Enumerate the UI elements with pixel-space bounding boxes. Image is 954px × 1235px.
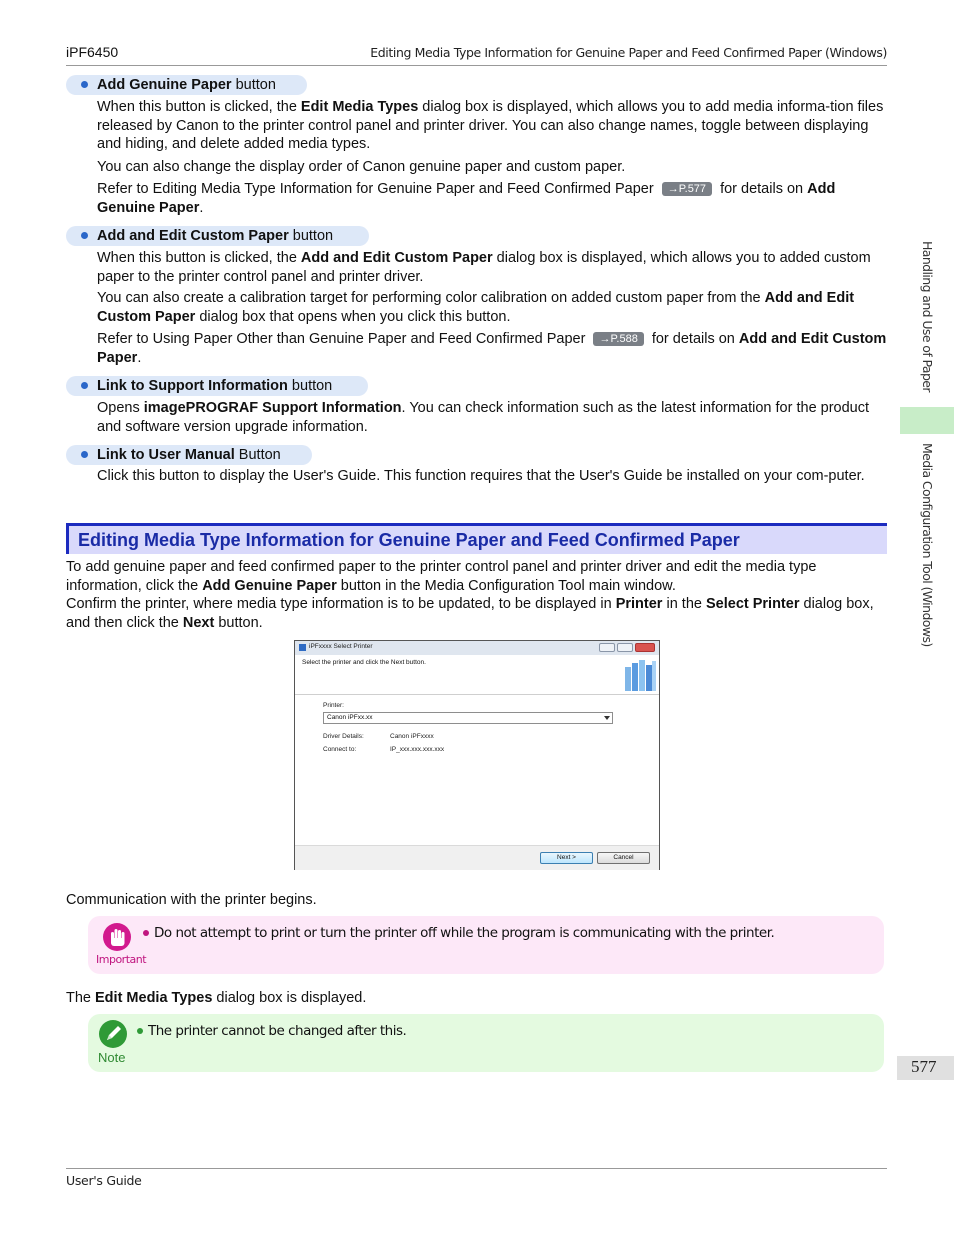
paragraph	[97, 180, 887, 217]
bold-term: Select Printer	[705, 596, 800, 612]
bold-term: Add Genuine Paper	[202, 577, 337, 594]
dialog-footer	[295, 845, 659, 870]
text: Refer to Editing Media Type Information for Genuine Paper and Feed Confirmed Paper	[97, 181, 658, 197]
bullet-icon	[81, 451, 88, 458]
connect-to-value: IP_xxx.xxx.xxx.xxx	[390, 746, 445, 753]
text: Refer to Using Paper Other than Genuine Paper and Feed Confirmed Paper	[97, 331, 590, 347]
paragraph: You can also change the display order of Canon genuine paper and custom paper.	[97, 159, 626, 175]
books-icon	[623, 657, 657, 693]
text: for details on	[647, 331, 739, 347]
note-callout	[88, 1014, 884, 1072]
bold-term: Add and Edit Custom Paper	[97, 290, 855, 325]
printer-select[interactable]	[323, 712, 613, 724]
connect-to-label: Connect to:	[323, 746, 357, 753]
item-label: Link to Support Information	[97, 378, 288, 394]
text: button.	[214, 614, 263, 631]
text: To add genuine paper and feed confirmed paper to the printer control panel and printer driver and edit the media type information, click the	[66, 559, 817, 594]
cancel-button[interactable]: Cancel	[597, 852, 650, 864]
paragraph	[97, 98, 887, 154]
text: When this button is clicked, the	[97, 250, 301, 266]
paragraph	[97, 330, 887, 367]
text: .	[199, 199, 204, 216]
important-text	[154, 925, 774, 941]
item-heading-add-edit-custom-paper	[66, 226, 369, 246]
paragraph	[97, 249, 887, 286]
text: dialog box that opens when you click this button.	[195, 308, 511, 325]
bullet-icon	[81, 81, 88, 88]
hand-stop-icon	[103, 923, 131, 951]
text: You can also create a calibration target for performing color calibration on added custom paper from the	[97, 290, 765, 306]
chevron-down-icon	[604, 716, 610, 720]
text: dialog box is displayed, which allows you to add media informa-tion files released by Canon to the printer control panel and printer driver. You can also change names, toggle between displaying and hiding, and delete added media types.	[97, 99, 884, 152]
pencil-icon	[99, 1020, 127, 1048]
bold-term: Add and Edit Custom Paper	[97, 331, 887, 366]
note-message: The printer cannot be changed after this.	[148, 1023, 407, 1039]
item-label: Add Genuine Paper	[97, 77, 232, 93]
note-label: Note	[98, 1050, 126, 1065]
item-heading-support-information	[66, 376, 368, 396]
section-heading	[66, 523, 887, 554]
text: When this button is clicked, the	[97, 99, 301, 115]
driver-details-value: Canon iPFxxxx	[390, 733, 434, 740]
item-label-suffix: button	[288, 228, 334, 244]
item-label: Link to User Manual	[97, 447, 235, 463]
page-number-box	[897, 1056, 954, 1080]
text: in the	[662, 596, 706, 612]
maximize-icon[interactable]	[617, 643, 633, 652]
driver-details-label: Driver Details:	[323, 733, 364, 740]
dialog-title: iPFxxxx Select Printer	[309, 643, 373, 650]
dialog-message: Select the printer and click the Next button.	[302, 659, 426, 666]
bullet-icon	[81, 382, 88, 389]
side-tab-marker	[900, 407, 954, 434]
text: The	[66, 990, 96, 1006]
text: dialog box is displayed, which allows you to added custom paper to the printer control panel and printer driver.	[97, 250, 871, 285]
paragraph	[66, 989, 887, 1008]
paragraph	[97, 399, 887, 436]
printer-select-value: Canon iPFxx.xx	[327, 714, 373, 721]
bullet-icon	[137, 1028, 143, 1034]
bold-term: Add and Edit Custom Paper	[300, 250, 493, 266]
paragraph: Communication with the printer begins.	[66, 892, 317, 908]
app-icon	[299, 644, 306, 651]
side-tab-media-configuration[interactable]	[921, 443, 935, 663]
header-title: Editing Media Type Information for Genuine Paper and Feed Confirmed Paper (Windows)	[370, 45, 887, 60]
side-tab-label: Handling and Use of Paper	[920, 241, 935, 392]
bold-term: Edit Media Types	[300, 99, 419, 115]
bold-term: Printer	[615, 596, 663, 612]
bullet-icon	[81, 232, 88, 239]
note-text	[148, 1023, 406, 1039]
bold-term: Add Genuine Paper	[97, 181, 836, 216]
next-button[interactable]: Next >	[540, 852, 593, 864]
bold-term: Next	[182, 614, 215, 631]
page-reference-link[interactable]: →P.588	[593, 332, 643, 346]
item-label: Add and Edit Custom Paper	[97, 228, 289, 244]
important-callout	[88, 916, 884, 974]
item-label-suffix: button	[231, 77, 276, 93]
footer-text: User's Guide	[66, 1173, 142, 1188]
minimize-icon[interactable]	[599, 643, 615, 652]
bold-term: imagePROGRAF Support Information	[143, 400, 402, 416]
important-message: Do not attempt to print or turn the printer off while the program is communicating with the printer.	[154, 925, 775, 941]
paragraph	[66, 595, 887, 632]
text: Confirm the printer, where media type information is to be updated, to be displayed in	[66, 596, 616, 612]
section-title: Editing Media Type Information for Genuine Paper and Feed Confirmed Paper	[78, 530, 740, 550]
item-heading-user-manual	[66, 445, 312, 465]
header-divider	[66, 65, 887, 66]
item-label-suffix: Button	[234, 447, 281, 463]
dialog-banner	[295, 655, 659, 695]
item-label-suffix: button	[287, 378, 333, 394]
side-tab-label: Media Configuration Tool (Windows)	[920, 443, 935, 647]
page-reference-link[interactable]: →P.577	[662, 182, 712, 196]
text: button in the Media Configuration Tool main window.	[336, 577, 676, 594]
text: dialog box is displayed.	[212, 990, 367, 1006]
side-tab-handling-paper[interactable]	[921, 241, 935, 399]
item-heading-add-genuine-paper	[66, 75, 307, 95]
paragraph	[97, 289, 887, 326]
printer-label: Printer:	[323, 702, 344, 709]
text: dialog box, and then click the	[66, 596, 874, 631]
text: for details on	[716, 181, 808, 197]
important-label: Important	[96, 953, 147, 966]
paragraph: Click this button to display the User's Guide. This function requires that the User's Guide be installed on your com-puter.	[97, 468, 865, 484]
footer-divider	[66, 1168, 887, 1169]
dialog-body	[295, 695, 659, 845]
text: .	[137, 349, 142, 366]
page-number: 577	[911, 1057, 937, 1076]
paragraph	[66, 558, 887, 595]
text: Opens	[97, 400, 144, 416]
close-icon[interactable]	[635, 643, 655, 652]
bullet-icon	[143, 930, 149, 936]
text: . You can check information such as the latest information for the product and software version upgrade information.	[97, 400, 870, 435]
bold-term: Edit Media Types	[95, 990, 213, 1006]
dialog-titlebar	[295, 641, 659, 655]
select-printer-dialog	[294, 640, 660, 870]
header-model: iPF6450	[66, 44, 119, 60]
